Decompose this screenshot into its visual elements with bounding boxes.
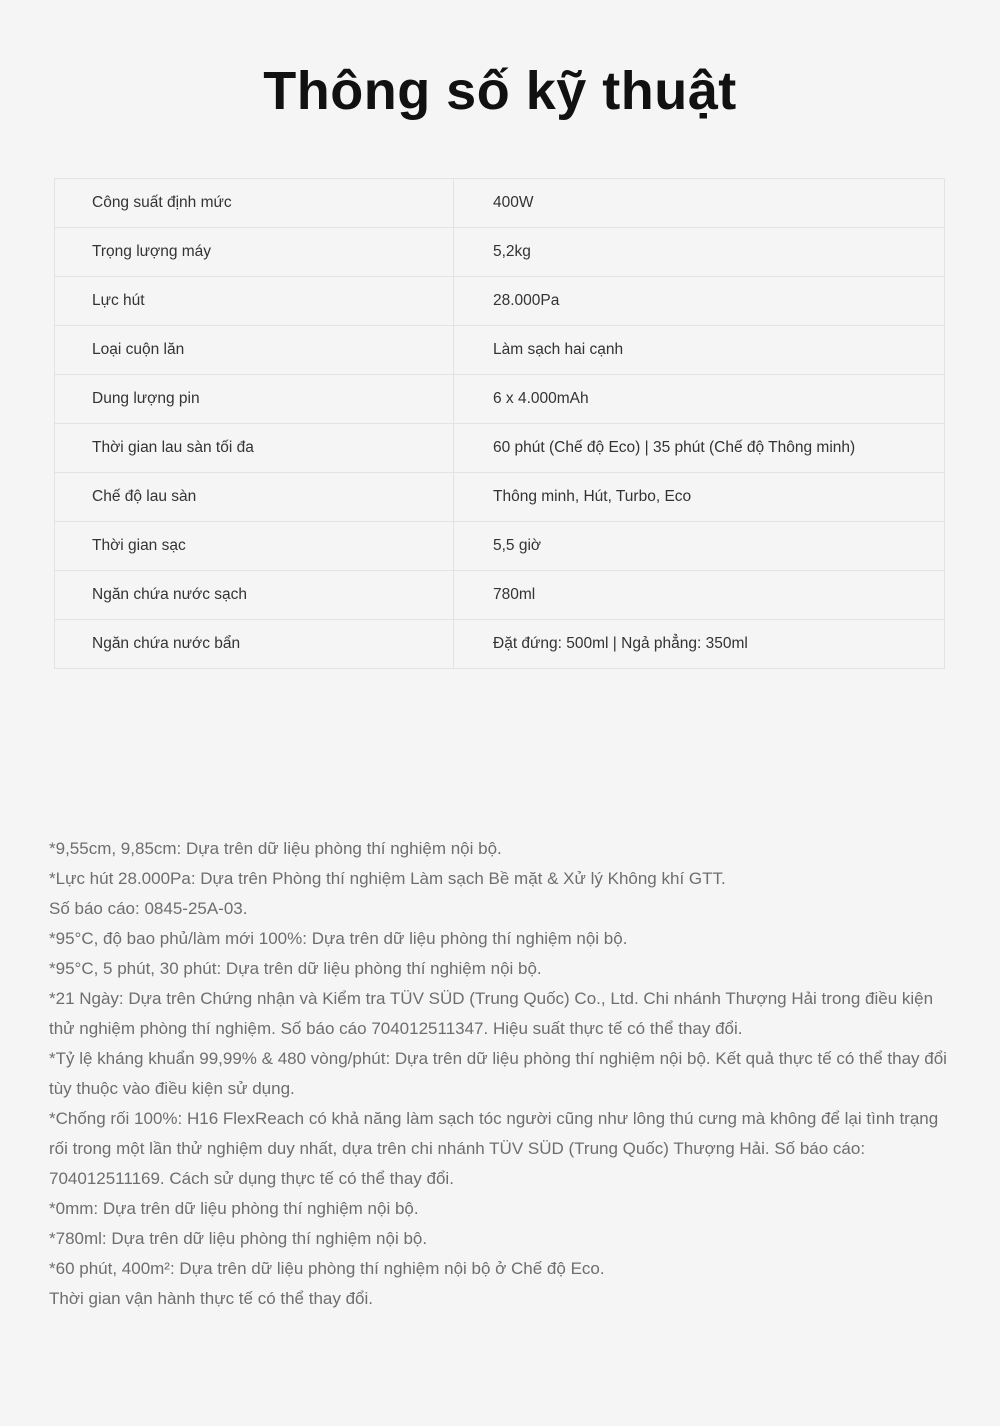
spec-value: Làm sạch hai cạnh [454, 326, 945, 375]
table-row [55, 277, 945, 326]
table-row [55, 473, 945, 522]
spec-label: Thời gian sạc [55, 522, 454, 571]
spec-value: 5,5 giờ [454, 522, 945, 571]
spec-value: 28.000Pa [454, 277, 945, 326]
spec-value: 5,2kg [454, 228, 945, 277]
spec-label: Thời gian lau sàn tối đa [55, 424, 454, 473]
spec-table [54, 178, 945, 669]
table-row [55, 522, 945, 571]
table-row [55, 424, 945, 473]
table-row [55, 179, 945, 228]
spec-value: Đặt đứng: 500ml | Ngả phẳng: 350ml [454, 620, 945, 669]
footnote: Số báo cáo: 0845-25A-03. [49, 899, 248, 918]
spec-label: Chế độ lau sàn [55, 473, 454, 522]
spec-label: Lực hút [55, 277, 454, 326]
footnote: *0mm: Dựa trên dữ liệu phòng thí nghiệm nội bộ. [49, 1199, 419, 1218]
table-row [55, 375, 945, 424]
spec-label: Ngăn chứa nước bẩn [55, 620, 454, 669]
footnotes [49, 834, 959, 1314]
footnote: *Lực hút 28.000Pa: Dựa trên Phòng thí nghiệm Làm sạch Bề mặt & Xử lý Không khí GTT. [49, 869, 726, 888]
spec-value: 780ml [454, 571, 945, 620]
footnote: *9,55cm, 9,85cm: Dựa trên dữ liệu phòng thí nghiệm nội bộ. [49, 839, 502, 858]
table-row [55, 571, 945, 620]
spec-value: 400W [454, 179, 945, 228]
footnote: *95°C, độ bao phủ/làm mới 100%: Dựa trên dữ liệu phòng thí nghiệm nội bộ. [49, 929, 628, 948]
table-row [55, 326, 945, 375]
footnote: *Tỷ lệ kháng khuẩn 99,99% & 480 vòng/phút: Dựa trên dữ liệu phòng thí nghiệm nội bộ. Kết quả thực tế có thể thay đổi tùy thuộc vào điều kiện sử dụng. [49, 1049, 947, 1098]
footnote: *780ml: Dựa trên dữ liệu phòng thí nghiệm nội bộ. [49, 1229, 428, 1248]
spec-label: Dung lượng pin [55, 375, 454, 424]
spec-label: Công suất định mức [55, 179, 454, 228]
spec-label: Loại cuộn lăn [55, 326, 454, 375]
spec-value: 60 phút (Chế độ Eco) | 35 phút (Chế độ Thông minh) [454, 424, 945, 473]
footnote: *Chống rối 100%: H16 FlexReach có khả năng làm sạch tóc người cũng như lông thú cưng mà không để lại tình trạng rối trong một lần thử nghiệm duy nhất, dựa trên chi nhánh TÜV SÜD (Trung Quốc) Thượng Hải. Số báo cáo: 704012511169. Cách sử dụng thực tế có thể thay đổi. [49, 1109, 939, 1188]
footnote: *95°C, 5 phút, 30 phút: Dựa trên dữ liệu phòng thí nghiệm nội bộ. [49, 959, 542, 978]
table-row [55, 620, 945, 669]
page-title: Thông số kỹ thuật [263, 61, 737, 121]
spec-label: Ngăn chứa nước sạch [55, 571, 454, 620]
footnote: *60 phút, 400m²: Dựa trên dữ liệu phòng thí nghiệm nội bộ ở Chế độ Eco. [49, 1259, 605, 1278]
footnote: *21 Ngày: Dựa trên Chứng nhận và Kiểm tra TÜV SÜD (Trung Quốc) Co., Ltd. Chi nhánh Thượng Hải trong điều kiện thử nghiệm phòng thí nghiệm. Số báo cáo 704012511347. Hiệu suất thực tế có thể thay đổi. [49, 989, 934, 1038]
table-row [55, 228, 945, 277]
spec-value: Thông minh, Hút, Turbo, Eco [454, 473, 945, 522]
footnote: Thời gian vận hành thực tế có thể thay đổi. [49, 1289, 374, 1308]
spec-label: Trọng lượng máy [55, 228, 454, 277]
spec-value: 6 x 4.000mAh [454, 375, 945, 424]
